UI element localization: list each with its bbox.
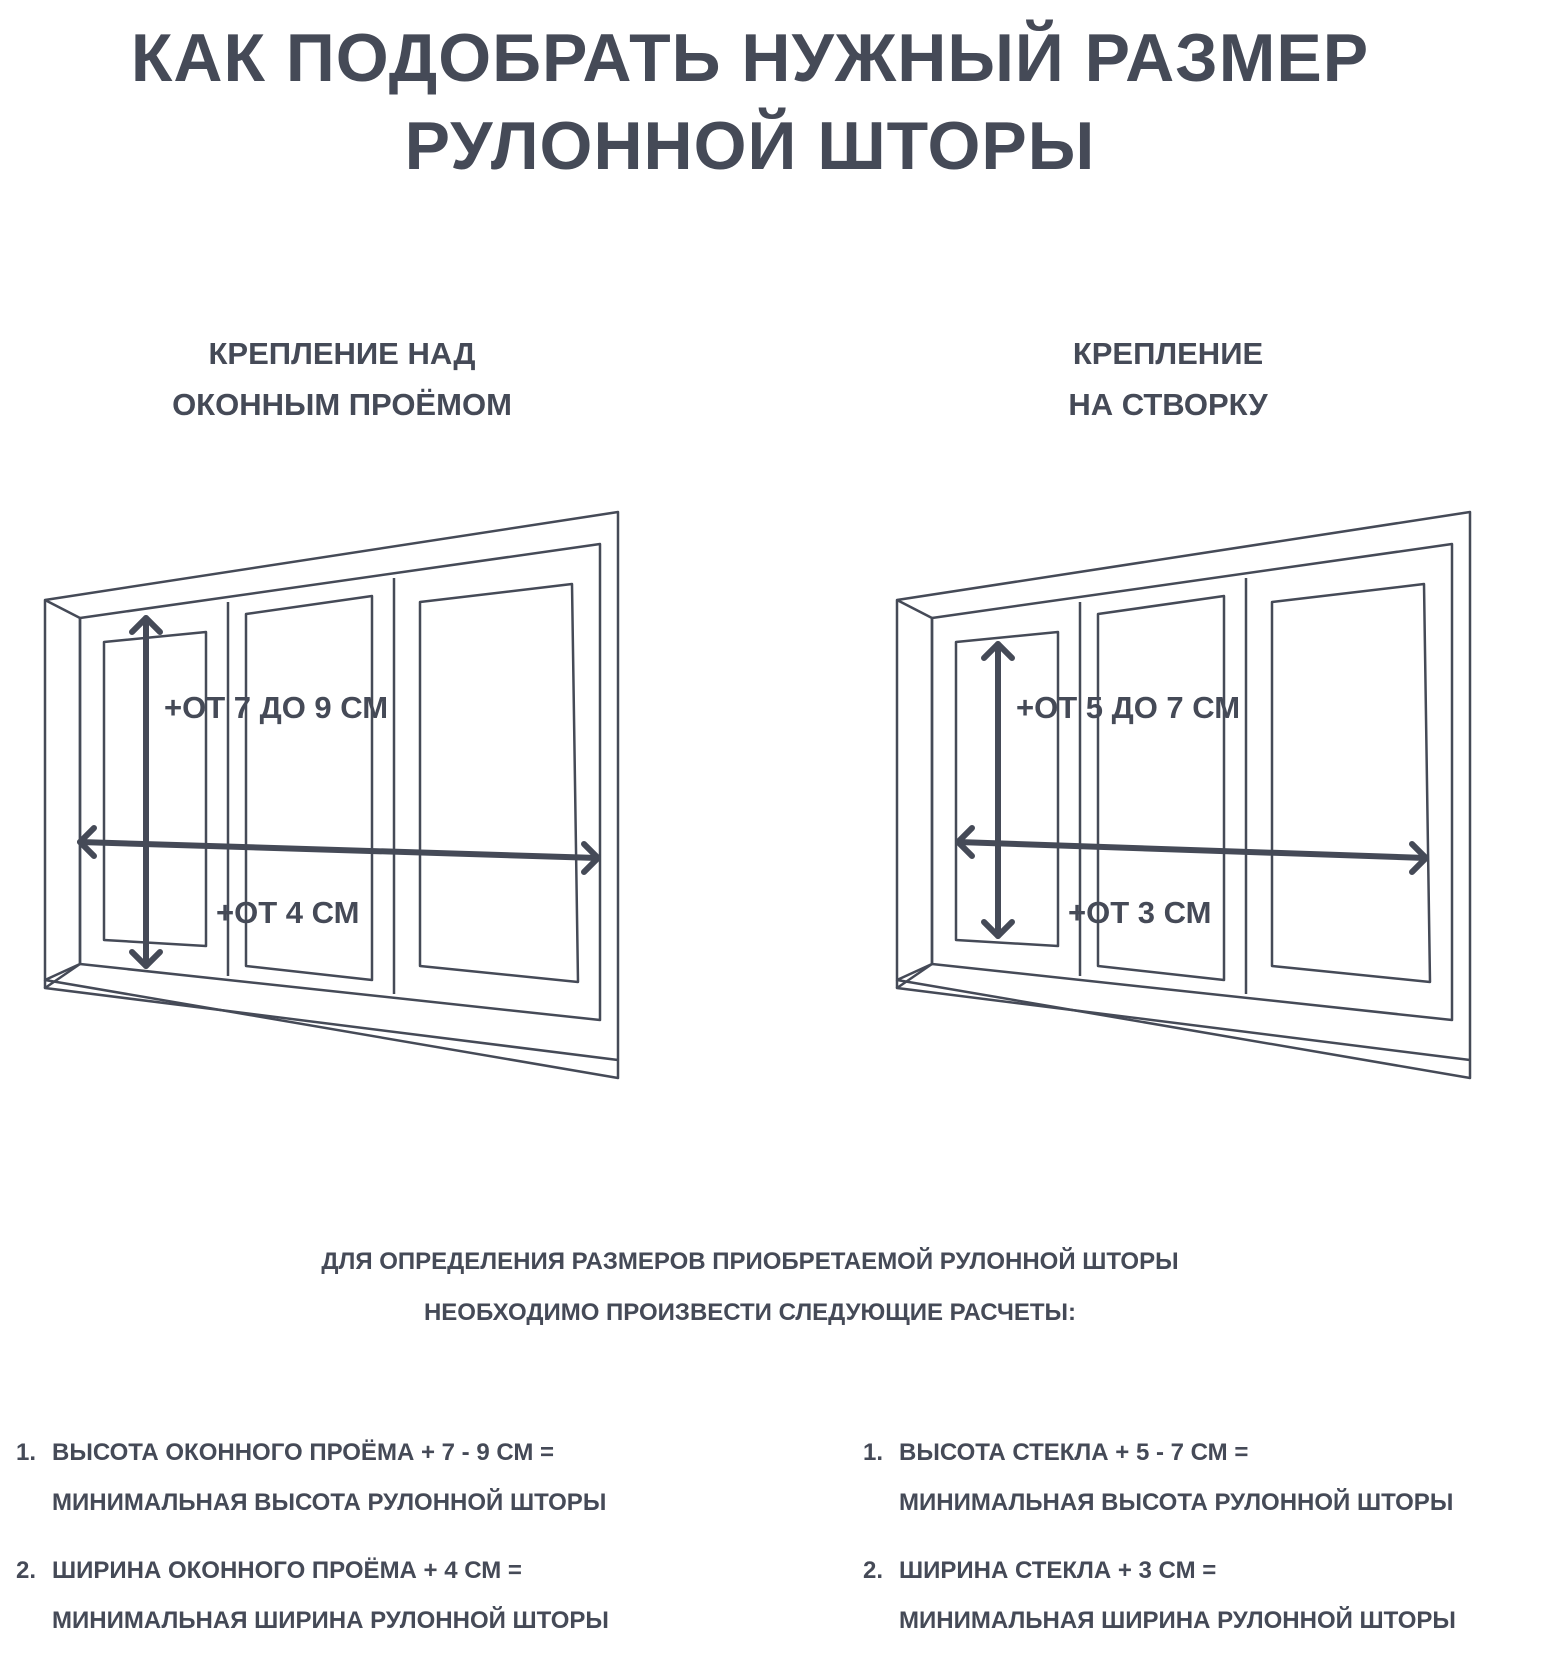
left-height-arrow <box>132 618 160 966</box>
left-window-illustration <box>45 512 618 1078</box>
step-number: 1. <box>16 1439 37 1466</box>
left-width-arrow <box>80 828 598 872</box>
step-number: 2. <box>863 1557 884 1584</box>
step-number: 1. <box>863 1439 884 1466</box>
right-width-allowance-label: +ОТ 3 СМ <box>1068 895 1212 930</box>
right-height-arrow <box>984 644 1012 936</box>
calculation-intro-line-2: НЕОБХОДИМО ПРОИЗВЕСТИ СЛЕДУЮЩИЕ РАСЧЕТЫ: <box>423 1299 1077 1326</box>
right-method-heading-line-2: НА СТВОРКУ <box>1068 387 1268 422</box>
right-method-heading-line-1: КРЕПЛЕНИЕ <box>1072 336 1264 371</box>
step-number: 2. <box>16 1557 37 1584</box>
list-item <box>16 1546 756 1646</box>
left-width-allowance-label: +ОТ 4 СМ <box>216 895 360 930</box>
list-item <box>16 1428 756 1528</box>
right-width-arrow <box>958 828 1426 872</box>
step-text-line-2: МИНИМАЛЬНАЯ ВЫСОТА РУЛОННОЙ ШТОРЫ <box>52 1489 607 1516</box>
left-height-allowance-label: +ОТ 7 ДО 9 СМ <box>164 690 389 725</box>
left-method-heading-line-2: ОКОННЫМ ПРОЁМОМ <box>172 387 512 422</box>
left-method-heading-line-1: КРЕПЛЕНИЕ НАД <box>208 336 476 371</box>
step-text-line-1: ШИРИНА СТЕКЛА + 3 СМ = <box>899 1557 1217 1584</box>
calculation-intro-line-1: ДЛЯ ОПРЕДЕЛЕНИЯ РАЗМЕРОВ ПРИОБРЕТАЕМОЙ РУЛОННОЙ ШТОРЫ <box>321 1248 1179 1275</box>
calculation-intro <box>0 1236 1500 1338</box>
step-text-line-1: ВЫСОТА СТЕКЛА + 5 - 7 СМ = <box>899 1439 1249 1466</box>
step-text-line-1: ШИРИНА ОКОННОГО ПРОЁМА + 4 СМ = <box>52 1557 522 1584</box>
list-item <box>863 1546 1548 1646</box>
step-text-line-2: МИНИМАЛЬНАЯ ВЫСОТА РУЛОННОЙ ШТОРЫ <box>899 1489 1454 1516</box>
left-calculation-steps <box>16 1428 756 1664</box>
step-text-line-2: МИНИМАЛЬНАЯ ШИРИНА РУЛОННОЙ ШТОРЫ <box>52 1607 609 1634</box>
right-height-allowance-label: +ОТ 5 ДО 7 СМ <box>1016 690 1241 725</box>
page-title-line-2: РУЛОННОЙ ШТОРЫ <box>404 108 1096 184</box>
right-window-illustration <box>897 512 1470 1078</box>
step-text-line-2: МИНИМАЛЬНАЯ ШИРИНА РУЛОННОЙ ШТОРЫ <box>899 1607 1456 1634</box>
right-calculation-steps <box>863 1428 1548 1664</box>
step-text-line-1: ВЫСОТА ОКОННОГО ПРОЁМА + 7 - 9 СМ = <box>52 1439 555 1466</box>
page-title-line-1: КАК ПОДОБРАТЬ НУЖНЫЙ РАЗМЕР <box>130 20 1370 96</box>
list-item <box>863 1428 1548 1528</box>
